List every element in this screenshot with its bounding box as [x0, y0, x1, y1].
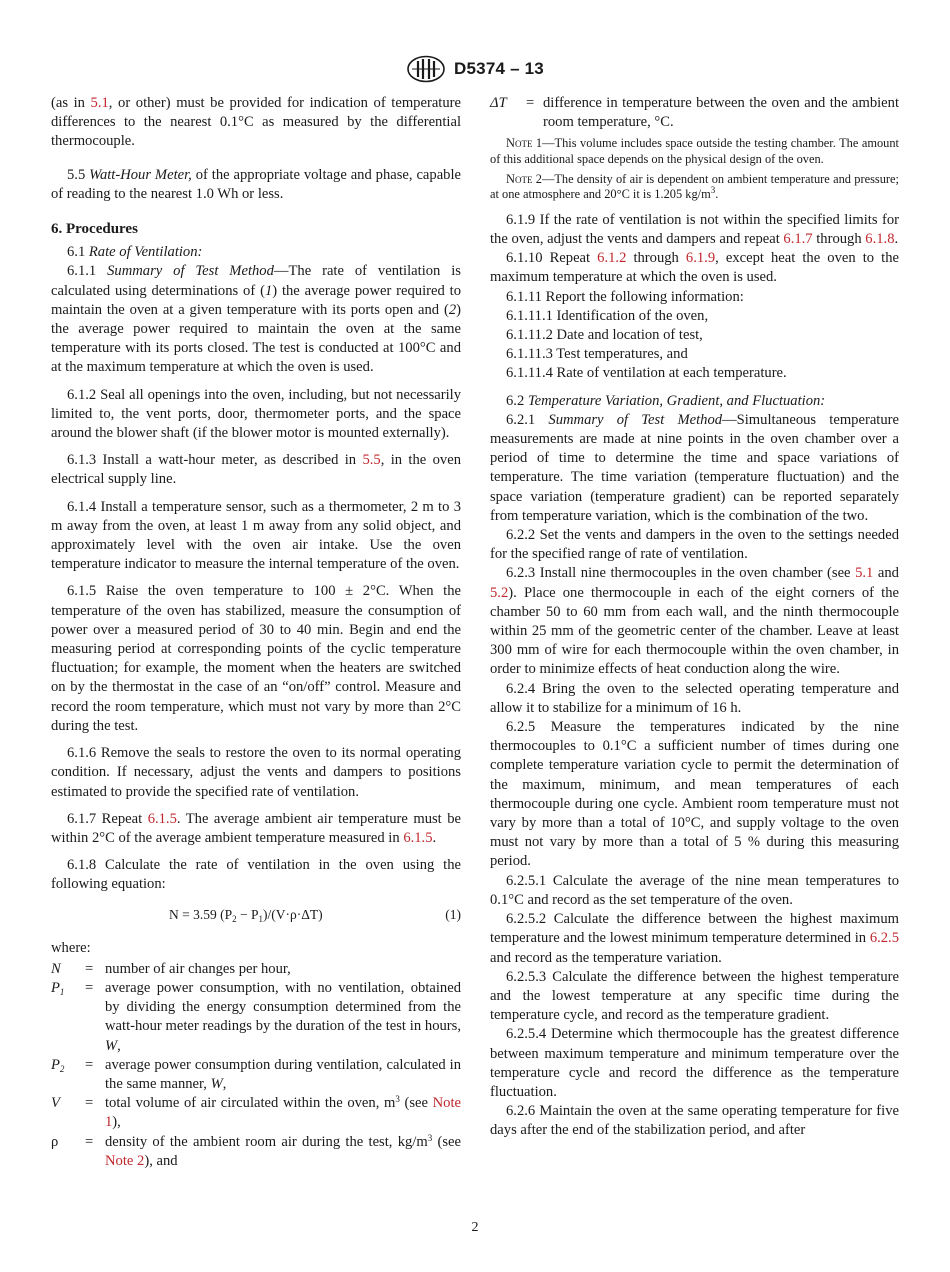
paragraph-6-1: 6.1 Rate of Ventilation: — [67, 244, 203, 261]
paragraph-6-2-5-2: 6.2.5.2 Calculate the difference between the highest maximum temperature and the lowest minimum temperature determined in 6.2.5 and record as the temperature variation. — [490, 911, 899, 966]
paragraph-continued: (as in 5.1, or other) must be provided for indication of temperature differences to the nearest 0.1°C as measured by the differential thermocouple. — [51, 95, 461, 150]
ref-link[interactable]: 6.1.8 — [865, 230, 895, 247]
paragraph-6-1-4: 6.1.4 Install a temperature sensor, such as a thermometer, 2 m to 3 m away from the oven, at least 1 m away from any solid object, and approximately level with the oven air intake. Use the oven temperature indicator to measure the internal temperature of the oven. — [51, 498, 461, 573]
ref-link[interactable]: 6.1.5 — [403, 829, 433, 846]
paragraph-6-1-9: 6.1.9 If the rate of ventilation is not within the specified limits for the oven, adjust the vents and dampers and repeat 6.1.7 through 6.1.8. — [490, 211, 899, 247]
ref-link[interactable]: 6.1.2 — [597, 250, 627, 267]
paragraph-6-1-6: 6.1.6 Remove the seals to restore the oven to its normal operating condition. If necessary, adjust the vents and dampers to positions estimated to provide the specified rate of ventilation. — [51, 745, 461, 800]
ref-link[interactable]: 6.1.5 — [147, 810, 177, 827]
paragraph-6-1-11: 6.1.11 Report the following information: — [506, 288, 744, 305]
paragraph-6-1-2: 6.1.2 Seal all openings into the oven, including, but not necessarily limited to, the vent ports, door, thermometer ports, and the space around the blower shaft (if the blower motor is mounted externally). — [51, 386, 461, 442]
ref-link[interactable]: 5.1 — [855, 565, 874, 582]
paragraph-6-1-7: 6.1.7 Repeat 6.1.5. The average ambient air temperature must be within 2°C of the average ambient temperature measured in 6.1.5. — [51, 810, 461, 846]
note-1: Note 1—This volume includes space outside the testing chamber. The amount of this additional space depends on the physical design of the oven. — [490, 136, 899, 166]
note-link[interactable]: Note 1 — [105, 1095, 461, 1131]
ref-link[interactable]: 5.1 — [90, 95, 109, 111]
paragraph-6-1-5: 6.1.5 Raise the oven temperature to 100 ± 2°C. When the temperature of the oven has stabilized, measure the consumption of power over a measured period of 30 to 40 min. Begin and end the measuring period at corresponding points of the cyclic temperature fluctuation; for example, the moment when the heaters are switched on by the thermostat in the case of an “on/off” control. Measure and record the room temperature, which must not vary by more than 2°C during the test. — [51, 583, 461, 734]
paragraph-6-1-8: 6.1.8 Calculate the rate of ventilation in the oven using the following equation: — [51, 857, 461, 893]
paragraph-6-1-11-1: 6.1.11.1 Identification of the oven, — [506, 307, 709, 324]
paragraph-6-1-11-2: 6.1.11.2 Date and location of test, — [506, 327, 703, 343]
note-2: Note 2—The density of air is dependent on ambient temperature and pressure; at one atmosphere and 20°C it is 1.205 $kg/m^3$. — [490, 171, 899, 202]
paragraph-6-2-1: 6.2.1 Summary of Test Method—Simultaneous temperature measurements are made at nine points in the oven chamber over a period of time to determine the time and space variations of temperature. The time variation (temperature fluctuation) and the space variation (temperature gradient) can be reported separately from temperature variation, which is the combination of the two. — [490, 411, 899, 524]
equation-body: N = 3.59 $(P_2 - P_1)/(V\cdot\rho\cdot\Delta T)$ — [169, 906, 323, 924]
definition-V: V = total volume of air circulated within the oven, $m^3$ (see Note 1), — [51, 1094, 461, 1131]
definition-delta-T: ΔT = difference in temperature between the oven and the ambient room temperature, °C. — [490, 95, 899, 131]
variable-definitions — [51, 960, 461, 1171]
definition-P2: $P_2$ = average power consumption during ventilation, calculated in the same manner, W, — [51, 1056, 461, 1092]
ref-link[interactable]: 6.1.9 — [685, 250, 716, 267]
where-label: where: — [51, 939, 91, 956]
paragraph-6-2-6: 6.2.6 Maintain the oven at the same operating temperature for five days after the end of the stabilization period, and after — [490, 1103, 899, 1139]
document-id: D5374 – 13 — [454, 59, 544, 78]
paragraph-6-2-2: 6.2.2 Set the vents and dampers in the oven to the settings needed for the specified range of rate of ventilation. — [490, 527, 899, 563]
ref-link[interactable]: 6.2.5 — [869, 930, 899, 947]
ref-link[interactable]: 5.2 — [490, 584, 509, 601]
note-link[interactable]: Note 2 — [105, 1152, 145, 1169]
definition-N: N = number of air changes per hour, — [51, 960, 291, 977]
equation-number: (1) — [445, 906, 461, 922]
paragraph-6-2-5-1: 6.2.5.1 Calculate the average of the nine mean temperatures to 0.1°C and record as the set temperature of the oven. — [490, 872, 899, 908]
paragraph-6-2-3: 6.2.3 Install nine thermocouples in the oven chamber (see 5.1 and 5.2). Place one thermocouple in each of the eight corners of the chamber 50 to 60 mm from each wall, and the ninth thermocouple within 25 mm of the geometric center of the chamber. Leave at least 300 mm of wire for each thermocouple within the oven chamber, in order to minimize effects of heat conduction along the wire. — [490, 565, 899, 678]
paragraph-6-1-1: 6.1.1 Summary of Test Method—The rate of ventilation is calculated using determinations of (1) the average power required to maintain the oven at a given temperature with its ports open and (2) the average power required to maintain the oven at the same temperature with its ports closed. The test is conducted at 100°C and at the maximum temperature at which the oven is used. — [51, 263, 461, 376]
ref-link[interactable]: 5.5 — [362, 452, 381, 469]
paragraph-6-2-4: 6.2.4 Bring the oven to the selected operating temperature and allow it to stabilize for a minimum of 16 h. — [490, 680, 899, 716]
page-number: 2 — [471, 1220, 479, 1235]
definition-rho: ρ = density of the ambient room air during the test, $kg/m^3$ (see Note 2), and — [51, 1132, 461, 1169]
paragraph-6-2-5: 6.2.5 Measure the temperatures indicated by the nine thermocouples to 0.1°C a sufficient number of times during one complete temperature variation cycle to permit the determination of the maximum, minimum, and mean temperatures of each thermocouple during one cycle. Ambient room temperature must not vary by more than a total of 10°C, and supply voltage to the oven must not vary by more than a total of 5 % during this measuring period. — [490, 719, 899, 870]
left-column — [51, 94, 461, 1171]
paragraph-6-1-3: 6.1.3 Install a watt-hour meter, as described in 5.5, in the oven electrical supply line. — [51, 452, 461, 488]
paragraph-6-1-11-3: 6.1.11.3 Test temperatures, and — [506, 346, 688, 363]
section-heading: 6. Procedures — [51, 221, 138, 238]
definition-P1: $P_1$ = average power consumption, with no ventilation, obtained by dividing the energy consumption determined from the watt-hour meter readings by the duration of the test in hours, W, — [51, 979, 461, 1054]
astm-logo-icon — [406, 55, 446, 83]
equation-1 — [51, 901, 461, 927]
paragraph-5-5: 5.5 Watt-Hour Meter, of the appropriate voltage and phase, capable of reading to the nearest 1.0 Wh or less. — [51, 166, 461, 202]
paragraph-6-1-10: 6.1.10 Repeat 6.1.2 through 6.1.9, except heat the oven to the maximum temperature at which the oven is used. — [490, 250, 899, 286]
paragraph-6-2-5-4: 6.2.5.4 Determine which thermocouple has the greatest difference between maximum temperature and minimum temperature over the temperature cycle and record the difference as the temperature fluctuation. — [490, 1026, 899, 1100]
page-header — [0, 55, 950, 85]
paragraph-6-1-11-4: 6.1.11.4 Rate of ventilation at each temperature. — [506, 365, 787, 382]
right-column — [490, 94, 899, 1141]
paragraph-6-2: 6.2 Temperature Variation, Gradient, and Fluctuation: — [506, 392, 826, 409]
paragraph-6-2-5-3: 6.2.5.3 Calculate the difference between the highest temperature and the lowest temperature at any specific time during the temperature cycle, and record as the temperature gradient. — [490, 968, 899, 1024]
ref-link[interactable]: 6.1.7 — [783, 230, 813, 247]
